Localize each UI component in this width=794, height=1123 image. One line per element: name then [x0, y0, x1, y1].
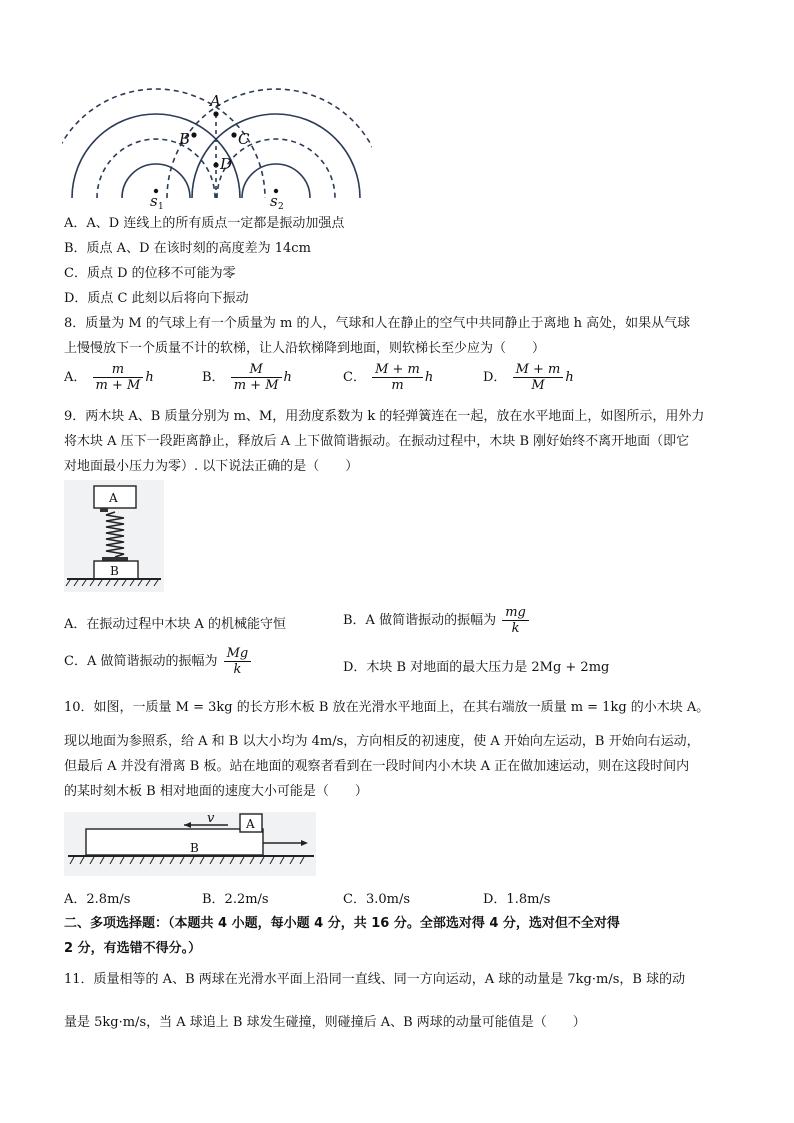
q9-option-d: D．木块 B 对地面的最大压力是 2Mg + 2mg: [343, 660, 610, 675]
q7-option-d: D．质点 C 此刻以后将向下振动: [64, 291, 249, 306]
label-s2: s: [270, 192, 278, 210]
q7-option-c: C．质点 D 的位移不可能为零: [64, 266, 236, 281]
section-2-heading-line1: 二、多项选择题：（本题共 4 小题，每小题 4 分，共 16 分。全部选对得 4 分，选对但不全对得: [64, 916, 620, 931]
q10-stem-line2: 现以地面为参照系，给 A 和 B 以大小均为 4m/s，方向相反的初速度，使 A 开始向左运动，B 开始向右运动，: [64, 734, 700, 749]
label-d: D: [220, 155, 233, 173]
q10-option-b: B．2.2m/s: [202, 892, 269, 907]
label-c: C: [238, 130, 250, 148]
q9-option-a: A．在振动过程中木块 A 的机械能守恒: [64, 617, 287, 632]
q8-option-d: D． $\frac{M + m}{M}$ h: [483, 362, 574, 393]
q8-option-b: B． $\frac{M}{m + M}$ h: [202, 362, 292, 393]
q9-stem-line1: 9．两木块 A、B 质量分别为 m、M，用劲度系数为 k 的轻弹簧连在一起，放在水平地面上，如图所示，用外力: [64, 409, 705, 424]
q10-option-a: A．2.8m/s: [64, 892, 131, 907]
q8-option-c: C． $\frac{M + m}{m}$ h: [343, 362, 434, 393]
q8-stem-line1: 8．质量为 M 的气球上有一个质量为 m 的人，气球和人在静止的空气中共同静止于离地 h 高处，如果从气球: [64, 316, 691, 331]
board-block-figure: [64, 812, 316, 876]
q8-stem-line2: 上慢慢放下一个质量不计的软梯，让人沿软梯降到地面，则软梯长至少应为（ ）: [64, 341, 546, 356]
q10-stem-line3: 但最后 A 并没有滑离 B 板。站在地面的观察者看到在一段时间内小木块 A 正在做加速运动，则在这段时间内: [64, 759, 690, 774]
spring-block-a-label: A: [109, 491, 118, 505]
label-s1: s: [150, 192, 158, 210]
q8-option-a: A． $\frac{m}{m + M}$ h: [64, 362, 154, 393]
q9-stem-line2: 将木块 A 压下一段距离静止，释放后 A 上下做简谐振动。在振动过程中，木块 B 刚好始终不离开地面（即它: [64, 434, 690, 449]
q11-stem-line1: 11．质量相等的 A、B 两球在光滑水平面上沿同一直线、同一方向运动，A 球的动量是 7kg·m/s，B 球的动: [64, 972, 686, 987]
board-b-label: B: [190, 841, 199, 855]
label-s2-sub: 2: [278, 202, 284, 210]
q10-stem-line1: 10．如图，一质量 M = 3kg 的长方形木板 B 放在光滑水平地面上，在其右端放一质量 m = 1kg 的小木块 A。: [64, 700, 710, 715]
q10-option-d: D．1.8m/s: [483, 892, 551, 907]
label-s1-sub: 1: [158, 202, 164, 210]
q9-option-b: B．A 做简谐振动的振幅为 $\frac{mg}{k}$: [343, 605, 531, 636]
q10-option-c: C．3.0m/s: [343, 892, 410, 907]
velocity-label: v: [207, 812, 215, 826]
q7-option-a: A．A、D 连线上的所有质点一定都是振动加强点: [64, 216, 345, 231]
q10-stem-line4: 的某时刻木板 B 相对地面的速度大小可能是（ ）: [64, 784, 368, 799]
q7-option-b: B．质点 A、D 在该时刻的高度差为 14cm: [64, 241, 311, 256]
label-b: B: [179, 130, 191, 148]
section-2-heading-line2: 2 分，有选错不得分。）: [64, 941, 202, 956]
spring-block-b-label: B: [110, 564, 119, 578]
label-a: A: [210, 92, 221, 110]
q9-option-c: C．A 做简谐振动的振幅为 $\frac{Mg}{k}$: [64, 646, 253, 677]
q11-stem-line2: 量是 5kg·m/s，当 A 球追上 B 球发生碰撞，则碰撞后 A、B 两球的动量可能值是（ ）: [64, 1015, 586, 1030]
q9-stem-line3: 对地面最小压力为零）. 以下说法正确的是（ ）: [64, 459, 359, 474]
block-a-label: A: [246, 817, 255, 831]
spring-block-figure: [64, 480, 164, 592]
interference-figure: [62, 88, 372, 210]
